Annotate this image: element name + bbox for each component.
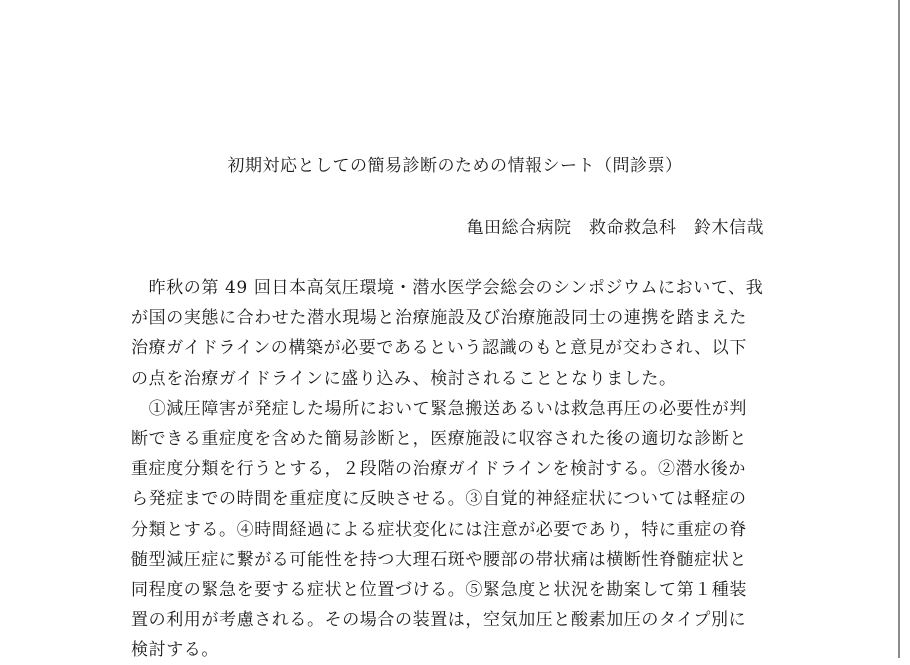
- body-line: ら発症までの時間を重症度に反映させる。③自覚的神経症状については軽症の: [131, 489, 747, 510]
- page-edge-divider: [898, 0, 900, 658]
- body-line: の点を治療ガイドラインに盛り込み、検討されることとなりました。: [131, 368, 677, 389]
- body-line: 検討する。: [131, 640, 219, 661]
- body-line: 昨秋の第 49 回日本高気圧環境・潜水医学会総会のシンポジウムにおいて、我: [131, 278, 764, 298]
- body-line: 断できる重症度を含めた簡易診断と，医療施設に収容された後の適切な診断と: [131, 428, 747, 449]
- body-line: 治療ガイドラインの構築が必要であるという認識のもと意見が交わされ、以下: [131, 338, 747, 359]
- body-line: 置の利用が考慮される。その場合の装置は，空気加圧と酸素加圧のタイプ別に: [131, 610, 747, 631]
- body-line: 分類とする。④時間経過による症状変化には注意が必要であり，特に重症の脊: [131, 519, 747, 540]
- body-line: 同程度の緊急を要する症状と位置づける。⑤緊急度と状況を勘案して第１種装: [131, 579, 747, 600]
- author-affiliation: 亀田総合病院 救命救急科 鈴木信哉: [466, 218, 764, 238]
- body-paragraph: [131, 273, 781, 665]
- document-title: 初期対応としての簡易診断のための情報シート（問診票）: [227, 156, 683, 176]
- body-line: ①減圧障害が発症した場所において緊急搬送あるいは救急再圧の必要性が判: [131, 398, 747, 419]
- body-line: 重症度分類を行うとする，２段階の治療ガイドラインを検討する。②潜水後か: [131, 459, 746, 480]
- body-line: 髄型減圧症に繋がる可能性を持つ大理石斑や腰部の帯状痛は横断性脊髄症状と: [131, 549, 747, 570]
- body-line: が国の実態に合わせた潜水現場と治療施設及び治療施設同士の連携を踏まえた: [131, 308, 747, 329]
